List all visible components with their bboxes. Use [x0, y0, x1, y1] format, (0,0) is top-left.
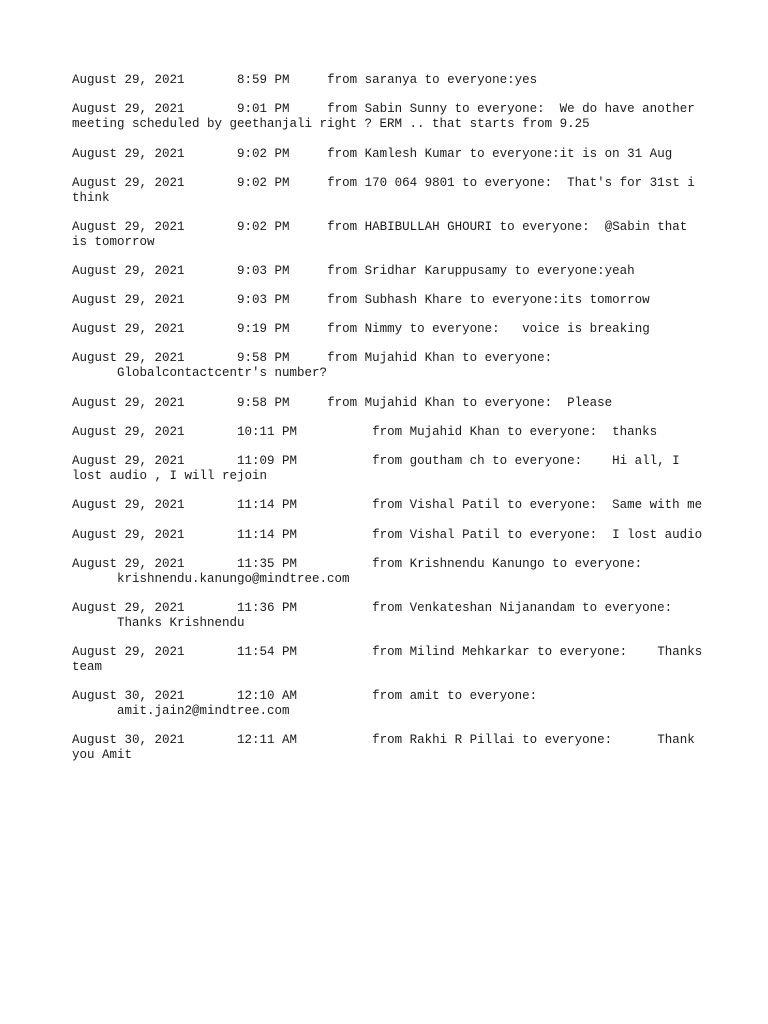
from-label: from — [372, 645, 403, 659]
entry-sender: Mujahid Khan — [409, 425, 500, 439]
from-label: from — [372, 601, 403, 615]
to-label: to everyone: — [552, 557, 643, 571]
entry-sender: Rakhi R Pillai — [409, 733, 515, 747]
entry-message: I lost audio — [612, 528, 703, 542]
from-label: from — [327, 73, 358, 87]
chat-entry — [72, 147, 704, 162]
to-label: to everyone: — [499, 220, 590, 234]
entry-message: @Sabin that is tomorrow — [72, 220, 695, 249]
to-label: to everyone: — [447, 689, 538, 703]
chat-entry — [72, 220, 704, 249]
entry-time: 9:02 PM — [237, 147, 290, 161]
entry-time: 11:36 PM — [237, 601, 298, 615]
entry-date: August 29, 2021 — [72, 264, 185, 278]
from-label: from — [372, 498, 403, 512]
to-label: to everyone: — [424, 73, 515, 87]
from-label: from — [327, 176, 358, 190]
to-label: to everyone: — [507, 528, 598, 542]
entry-message: Hi all, I lost audio , I will rejoin — [72, 454, 688, 483]
entry-time: 9:03 PM — [237, 293, 290, 307]
entry-sender: Vishal Patil — [409, 528, 500, 542]
entry-time: 10:11 PM — [237, 425, 298, 439]
entry-message: thanks — [612, 425, 658, 439]
entry-sender: Sabin Sunny — [364, 102, 448, 116]
entry-time: 11:09 PM — [237, 454, 298, 468]
entry-date: August 29, 2021 — [72, 73, 185, 87]
entry-time: 8:59 PM — [237, 73, 290, 87]
chat-entry — [72, 102, 704, 131]
to-label: to everyone: — [462, 396, 553, 410]
entry-time: 9:19 PM — [237, 322, 290, 336]
entry-message: Same with me — [612, 498, 703, 512]
chat-entry — [72, 351, 704, 380]
entry-date: August 29, 2021 — [72, 102, 185, 116]
to-label: to everyone: — [507, 425, 598, 439]
from-label: from — [372, 528, 403, 542]
entry-sender: Mujahid Khan — [364, 351, 455, 365]
entry-date: August 29, 2021 — [72, 645, 185, 659]
chat-entry — [72, 601, 704, 630]
chat-entry — [72, 498, 704, 513]
entry-sender: saranya — [364, 73, 418, 87]
entry-sender: Subhash Khare — [364, 293, 463, 307]
to-label: to everyone: — [469, 293, 560, 307]
chat-entry — [72, 293, 704, 308]
entry-sender: HABIBULLAH GHOURI — [364, 220, 493, 234]
entry-message: yes — [514, 73, 538, 87]
entry-time: 11:35 PM — [237, 557, 298, 571]
chat-entry — [72, 454, 704, 483]
to-label: to everyone: — [537, 645, 628, 659]
entry-sender: Krishnendu Kanungo — [409, 557, 545, 571]
entry-sender: Mujahid Khan — [364, 396, 455, 410]
entry-date: August 29, 2021 — [72, 498, 185, 512]
chat-entry — [72, 73, 704, 88]
entry-time: 11:14 PM — [237, 528, 298, 542]
chat-entry — [72, 264, 704, 279]
entry-date: August 29, 2021 — [72, 557, 185, 571]
entry-date: August 29, 2021 — [72, 351, 185, 365]
entry-time: 9:02 PM — [237, 176, 290, 190]
to-label: to everyone: — [514, 264, 605, 278]
entry-message: it is on 31 Aug — [559, 147, 673, 161]
from-label: from — [327, 147, 358, 161]
entry-time: 11:14 PM — [237, 498, 298, 512]
from-label: from — [327, 396, 358, 410]
entry-message: Thank you Amit — [72, 733, 703, 762]
entry-date: August 30, 2021 — [72, 689, 185, 703]
entry-date: August 29, 2021 — [72, 528, 185, 542]
from-label: from — [327, 322, 358, 336]
entry-message: That's for 31st i think — [72, 176, 703, 205]
entry-date: August 29, 2021 — [72, 396, 185, 410]
entry-date: August 29, 2021 — [72, 147, 185, 161]
from-label: from — [372, 425, 403, 439]
entry-date: August 29, 2021 — [72, 293, 185, 307]
entry-time: 9:58 PM — [237, 351, 290, 365]
to-label: to everyone: — [582, 601, 673, 615]
entry-message: Thanks Krishnendu — [117, 615, 245, 630]
entry-time: 9:01 PM — [237, 102, 290, 116]
entry-time: 12:11 AM — [237, 733, 298, 747]
entry-time: 12:10 AM — [237, 689, 298, 703]
entry-message: We do have another meeting scheduled by geethanjali right ? ERM .. that starts from 9.25 — [72, 102, 703, 131]
chat-entry — [72, 322, 704, 337]
entry-time: 9:03 PM — [237, 264, 290, 278]
to-label: to everyone: — [469, 147, 560, 161]
chat-entry — [72, 557, 704, 586]
entry-message: krishnendu.kanungo@mindtree.com — [117, 571, 350, 586]
entry-date: August 29, 2021 — [72, 176, 185, 190]
entry-sender: 170 064 9801 — [364, 176, 455, 190]
from-label: from — [372, 454, 403, 468]
entry-sender: amit — [409, 689, 440, 703]
entry-date: August 29, 2021 — [72, 454, 185, 468]
to-label: to everyone: — [522, 733, 613, 747]
to-label: to everyone: — [462, 351, 553, 365]
chat-entry — [72, 528, 704, 543]
to-label: to everyone: — [454, 102, 545, 116]
to-label: to everyone: — [507, 498, 598, 512]
entry-sender: Venkateshan Nijanandam — [409, 601, 575, 615]
entry-time: 9:58 PM — [237, 396, 290, 410]
entry-sender: Vishal Patil — [409, 498, 500, 512]
entry-message: voice is breaking — [522, 322, 650, 336]
from-label: from — [327, 351, 358, 365]
entry-sender: Nimmy — [364, 322, 403, 336]
chat-entry — [72, 176, 704, 205]
entry-sender: Milind Mehkarkar — [409, 645, 530, 659]
entry-message: amit.jain2@mindtree.com — [117, 703, 290, 718]
chat-entry — [72, 425, 704, 440]
from-label: from — [327, 102, 358, 116]
entry-message: Globalcontactcentr's number? — [117, 365, 328, 380]
to-label: to everyone: — [409, 322, 500, 336]
entry-message: Please — [567, 396, 613, 410]
from-label: from — [327, 264, 358, 278]
chat-entry — [72, 689, 704, 718]
to-label: to everyone: — [492, 454, 583, 468]
from-label: from — [372, 733, 403, 747]
chat-transcript — [72, 0, 712, 1024]
from-label: from — [327, 293, 358, 307]
entry-sender: Kamlesh Kumar — [364, 147, 463, 161]
entry-date: August 29, 2021 — [72, 425, 185, 439]
entry-message: Thanks team — [72, 645, 710, 674]
chat-entry — [72, 733, 704, 762]
entry-sender: Sridhar Karuppusamy — [364, 264, 508, 278]
from-label: from — [372, 689, 403, 703]
entry-date: August 29, 2021 — [72, 322, 185, 336]
chat-entry — [72, 396, 704, 411]
entry-message: yeah — [604, 264, 635, 278]
entry-time: 11:54 PM — [237, 645, 298, 659]
to-label: to everyone: — [462, 176, 553, 190]
entry-date: August 29, 2021 — [72, 220, 185, 234]
entry-sender: goutham ch — [409, 454, 485, 468]
entry-date: August 29, 2021 — [72, 601, 185, 615]
entry-time: 9:02 PM — [237, 220, 290, 234]
from-label: from — [372, 557, 403, 571]
from-label: from — [327, 220, 358, 234]
entry-date: August 30, 2021 — [72, 733, 185, 747]
entry-message: its tomorrow — [559, 293, 650, 307]
chat-entry — [72, 645, 710, 674]
